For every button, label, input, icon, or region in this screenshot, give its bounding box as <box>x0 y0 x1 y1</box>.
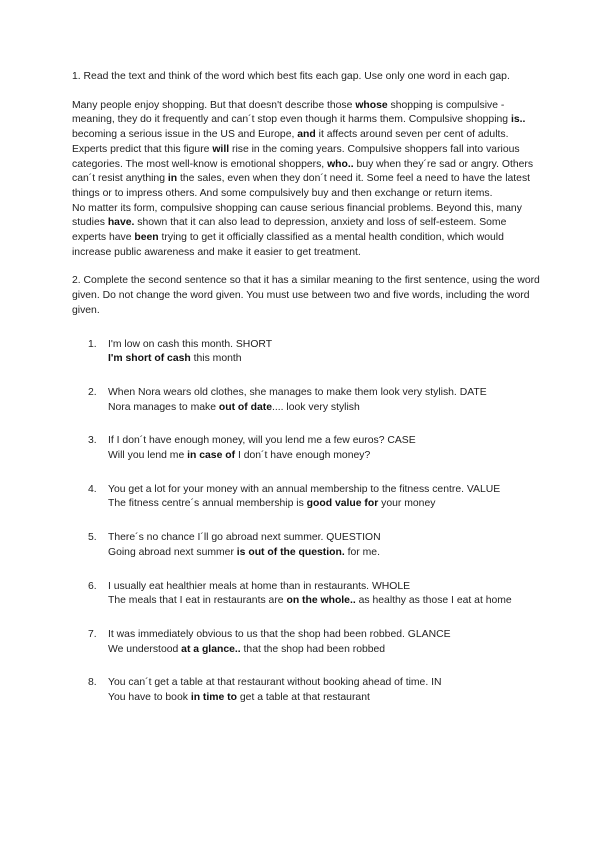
answer-word: and <box>297 129 316 141</box>
answer-word: whose <box>355 99 388 111</box>
text-run: becoming a serious issue in the US and Europe, <box>72 129 298 141</box>
text-run: The fitness centre´s annual membership is <box>108 498 307 510</box>
text-run: I don´t have enough money? <box>235 450 371 462</box>
text-run: We understood <box>108 643 182 655</box>
text-run: buy when they´re sad or angry. Others can´t resist anything <box>72 158 534 185</box>
answer-word: been <box>134 232 159 244</box>
text-run: the sales, even when they don´t need it. Some feel a need to have the latest things or to impress others. And some compulsively buy and then exchange or return items. <box>72 173 531 199</box>
text-run: as healthy as those I eat at home <box>355 595 512 607</box>
answer-word: is out of the question. <box>236 546 345 558</box>
item-prompt: I usually eat healthier meals at home than in restaurants. WHOLE <box>108 580 411 592</box>
item-prompt: It was immediately obvious to us that the shop had been robbed. GLANCE <box>108 628 451 640</box>
item-number: 6. <box>88 580 97 592</box>
text-run: No matter its form, compulsive shopping can cause serious financial problems. Beyond this, many studies <box>72 202 522 229</box>
item-number: 2. <box>88 386 97 398</box>
item-prompt: You get a lot for your money with an annual membership to the fitness centre. VALUE <box>108 483 501 495</box>
text-run: .... look very stylish <box>272 401 360 413</box>
text-run: Going abroad next summer <box>108 546 237 558</box>
item-prompt: There´s no chance I´ll go abroad next summer. QUESTION <box>108 532 381 544</box>
transformation-item <box>72 434 540 463</box>
text-run: shown that it can also lead to depression, anxiety and loss of self-esteem. Some experts have <box>72 217 507 244</box>
answer-word: who.. <box>327 158 354 170</box>
transformation-item <box>72 580 540 609</box>
item-prompt: When Nora wears old clothes, she manages to make them look very stylish. DATE <box>108 386 487 398</box>
transformation-item <box>72 386 540 415</box>
item-number: 1. <box>88 338 97 350</box>
text-run: trying to get it officially classified as a mental health condition, which would increase public awareness and make it easier to get treatment. <box>72 232 504 258</box>
item-answer <box>108 497 540 512</box>
item-prompt: If I don´t have enough money, will you lend me a few euros? CASE <box>108 435 416 447</box>
answer-word: out of date <box>218 401 272 413</box>
transformation-item <box>72 676 540 705</box>
text-run: You have to book <box>108 692 191 704</box>
item-answer <box>108 691 540 706</box>
text-run: Nora manages to make <box>108 401 219 413</box>
item-answer <box>108 546 540 561</box>
gap-fill-passage <box>72 99 540 261</box>
answer-word: have. <box>107 217 135 229</box>
exercise2-heading: 2. Complete the second sentence so that it has a similar meaning to the first sentence, using the word given. Do not change the word given. You must use between two and five words, including the word given. <box>72 275 540 316</box>
text-run: this month <box>190 353 242 365</box>
item-answer <box>108 594 540 609</box>
text-run: rise in the coming years. Compulsive shoppers fall into various categories. The most well-know is emotional shoppers, <box>72 143 520 170</box>
text-run: Many people enjoy shopping. But that doesn't describe those <box>72 99 356 111</box>
item-prompt: You can´t get a table at that restaurant without booking ahead of time. IN <box>108 677 442 689</box>
text-run: get a table at that restaurant <box>237 692 370 704</box>
item-answer <box>108 643 540 658</box>
item-answer <box>108 449 540 464</box>
item-number: 5. <box>88 532 97 544</box>
answer-word: will <box>212 143 230 155</box>
item-answer <box>108 352 540 367</box>
transformation-item <box>72 531 540 560</box>
text-run: your money <box>378 498 436 510</box>
answer-word: at a glance.. <box>181 643 241 655</box>
transformation-list <box>72 338 540 706</box>
answer-word: in case of <box>187 450 236 462</box>
item-number: 4. <box>88 483 97 495</box>
transformation-item <box>72 483 540 512</box>
item-answer <box>108 401 540 416</box>
text-run: that the shop had been robbed <box>240 643 386 655</box>
answer-word: good value for <box>306 498 379 510</box>
transformation-item <box>72 338 540 367</box>
answer-word: on the whole.. <box>286 595 356 607</box>
answer-word: in <box>167 173 178 185</box>
text-run: The meals that I eat in restaurants are <box>108 595 287 607</box>
transformation-item <box>72 628 540 657</box>
item-number: 8. <box>88 677 97 689</box>
text-run: for me. <box>344 546 380 558</box>
text-run: it affects around seven per cent of adults. Experts predict that this figure <box>72 129 509 155</box>
exercise1-heading: 1. Read the text and think of the word which best fits each gap. Use only one word in each gap. <box>72 71 510 82</box>
answer-word: I'm short of cash <box>108 353 191 365</box>
answer-word: in time to <box>190 692 237 704</box>
item-prompt: I'm low on cash this month. SHORT <box>108 338 273 350</box>
item-number: 7. <box>88 628 97 640</box>
item-number: 3. <box>88 435 97 447</box>
text-run: Will you lend me <box>108 450 188 462</box>
answer-word: is.. <box>510 114 526 126</box>
text-run: shopping is compulsive - meaning, they do it frequently and can´t stop even though it harms them. Compulsive shopping <box>72 99 511 126</box>
